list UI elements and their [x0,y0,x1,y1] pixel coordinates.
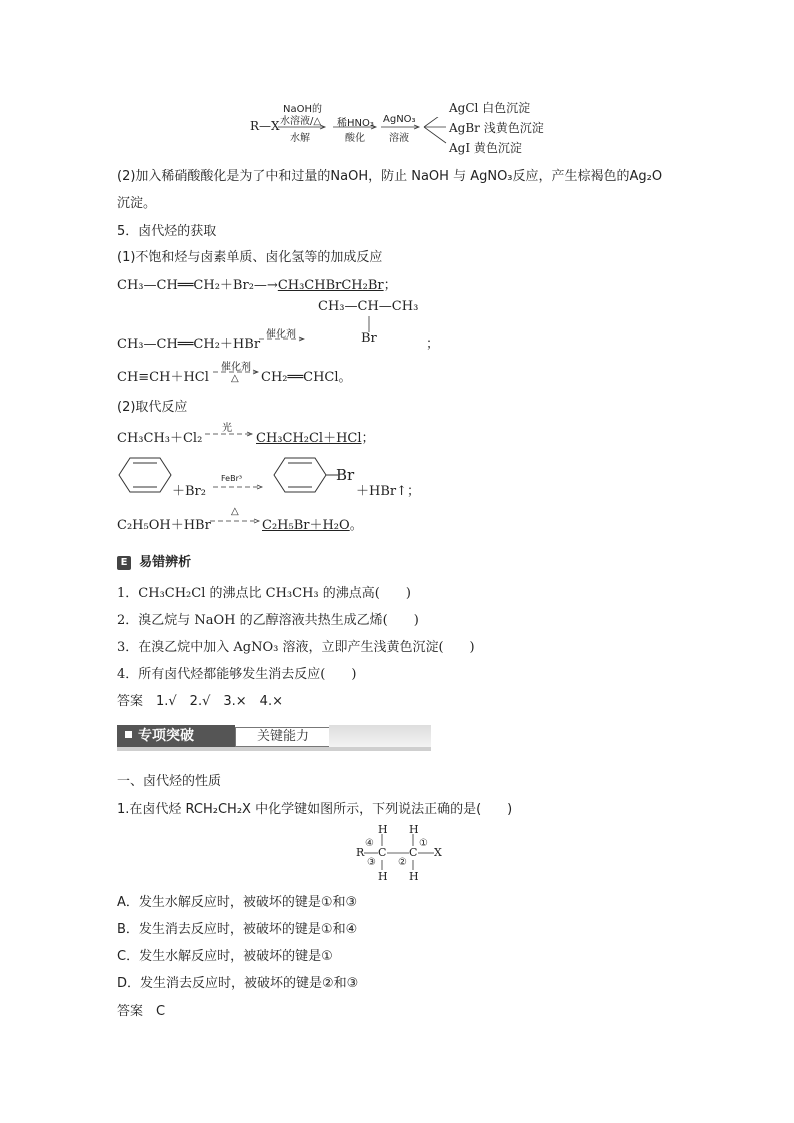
banner-gradient [329,725,431,747]
benzene-ring-icon [117,455,173,495]
scheme-step3-bottom: 溶液 [389,133,409,144]
scheme-rx: R—X [250,119,280,133]
scheme-step1-top2: 水溶液/△ [280,116,322,127]
error-item-4: 4．所有卤代烃都能够发生消去反应( ) [117,667,357,682]
error-item-1: 1．CH₃CH₂Cl 的沸点比 CH₃CH₃ 的沸点高( ) [117,586,411,601]
equation-2-bond [367,316,371,332]
struct-h-bottom-1: H [378,870,388,883]
scheme-result-agcl: AgCl 白色沉淀 [449,101,531,115]
equation-2-end: ； [426,337,440,352]
struct-bonds [360,830,440,874]
scheme-step2-top: 稀HNO₃ [337,118,374,129]
banner-dark-text: 专项突破 [138,728,194,744]
equation-6-end: 。 [349,518,363,533]
option-c: C．发生水解反应时，被破坏的键是① [117,949,333,964]
equation-4-condition: 光 [222,423,232,434]
equation-1 [117,274,397,293]
note-2-line2: 沉淀。 [117,196,157,211]
scheme-result-agbr: AgBr 浅黄色沉淀 [449,121,544,135]
error-analysis-heading [117,551,191,570]
bromobenzene-ring-icon [272,455,338,495]
scheme-step1-bottom: 水解 [290,133,310,144]
equation-3-left: CH≡CH＋HCl [117,370,209,385]
struct-bond-2: ② [398,857,407,868]
struct-c-2: C [409,846,418,859]
equation-4-end: ； [361,431,375,446]
equation-2-arrow [259,335,305,343]
banner-underline [117,747,431,751]
equation-4-right [256,427,375,446]
struct-r: R [356,846,365,859]
equation-1-product: CH₃CHBrCH₂Br [277,278,384,293]
equation-6-arrow [210,517,260,525]
error-analysis-answer: 答案 1.√ 2.√ 3.× 4.× [117,694,283,709]
equation-3-condition-bottom: △ [231,373,239,384]
struct-x: X [434,846,442,859]
equation-5-plus-br2: ＋Br₂ [172,484,206,499]
equation-1-left: CH₃—CH══CH₂＋Br₂—→ [117,278,278,293]
part-1-title: 一、卤代烃的性质 [117,774,222,789]
note-2-line1: (2)加入稀硝酸酸化是为了中和过量的NaOH，防止 NaOH 与 AgNO₃反应，产生棕褐色的Ag₂O [117,169,663,184]
struct-h-top-1: H [378,823,388,836]
equation-2-condition: 催化剂 [266,329,296,340]
scheme-step2-bottom: 酸化 [345,133,365,144]
equation-3-condition-top: 催化剂 [221,362,251,373]
struct-h-top-2: H [409,823,419,836]
equation-6-right [262,514,363,533]
banner-dark-label [117,725,235,747]
equation-1-end: ； [383,278,397,293]
struct-bond-4: ④ [365,838,374,849]
equation-2-structure-br: Br [361,331,377,346]
option-b: B．发生消去反应时，被破坏的键是①和④ [117,922,358,937]
banner-light-label: 关键能力 [235,727,331,747]
equation-5-arrow [213,483,263,491]
struct-c-1: C [378,846,387,859]
equation-2-left: CH₃—CH══CH₂＋HBr [117,337,261,352]
equation-5-right: ＋HBr↑； [356,484,420,499]
equation-6-product: C₂H₅Br＋H₂O [262,518,350,533]
question-1-stem: 1.在卤代烃 RCH₂CH₂X 中化学键如图所示，下列说法正确的是( ) [117,802,513,817]
section-5-title: 5．卤代烃的获取 [117,224,217,239]
scheme-step3-top: AgNO₃ [383,114,416,125]
equation-4-left: CH₃CH₃＋Cl₂ [117,431,203,446]
equation-4-arrow [205,430,253,438]
error-item-2: 2．溴乙烷与 NaOH 的乙醇溶液共热生成乙烯( ) [117,613,419,628]
equation-5-condition: FeBr³ [221,474,243,483]
scheme-arrows [278,117,448,147]
question-1-answer: 答案 C [117,1004,166,1019]
error-item-3: 3．在溴乙烷中加入 AgNO₃ 溶液，立即产生浅黄色沉淀( ) [117,640,475,655]
section-5-sub1: (1)不饱和烃与卤素单质、卤化氢等的加成反应 [117,250,383,265]
struct-bond-1: ① [419,838,428,849]
error-analysis-title: 易错辨析 [139,555,192,570]
equation-2-structure-top: CH₃—CH—CH₃ [318,299,419,314]
section-5-sub2: (2)取代反应 [117,400,188,415]
equation-4-product: CH₃CH₂Cl＋HCl [256,431,362,446]
equation-3-arrow [213,368,259,376]
section-banner [117,725,431,751]
equation-3-right: CH₂══CHCl。 [261,370,352,385]
option-a: A．发生水解反应时，被破坏的键是①和③ [117,895,358,910]
struct-h-bottom-2: H [409,870,419,883]
scheme-result-agi: AgI 黄色沉淀 [449,141,522,155]
error-analysis-icon: E [117,556,131,570]
struct-bond-3: ③ [367,857,376,868]
equation-5-br: Br [336,466,355,484]
scheme-step1-top1: NaOH的 [283,104,322,115]
option-d: D．发生消去反应时，被破坏的键是②和③ [117,976,359,991]
banner-square-icon [125,731,132,738]
equation-6-left: C₂H₅OH＋HBr [117,518,211,533]
equation-6-condition: △ [231,506,239,517]
